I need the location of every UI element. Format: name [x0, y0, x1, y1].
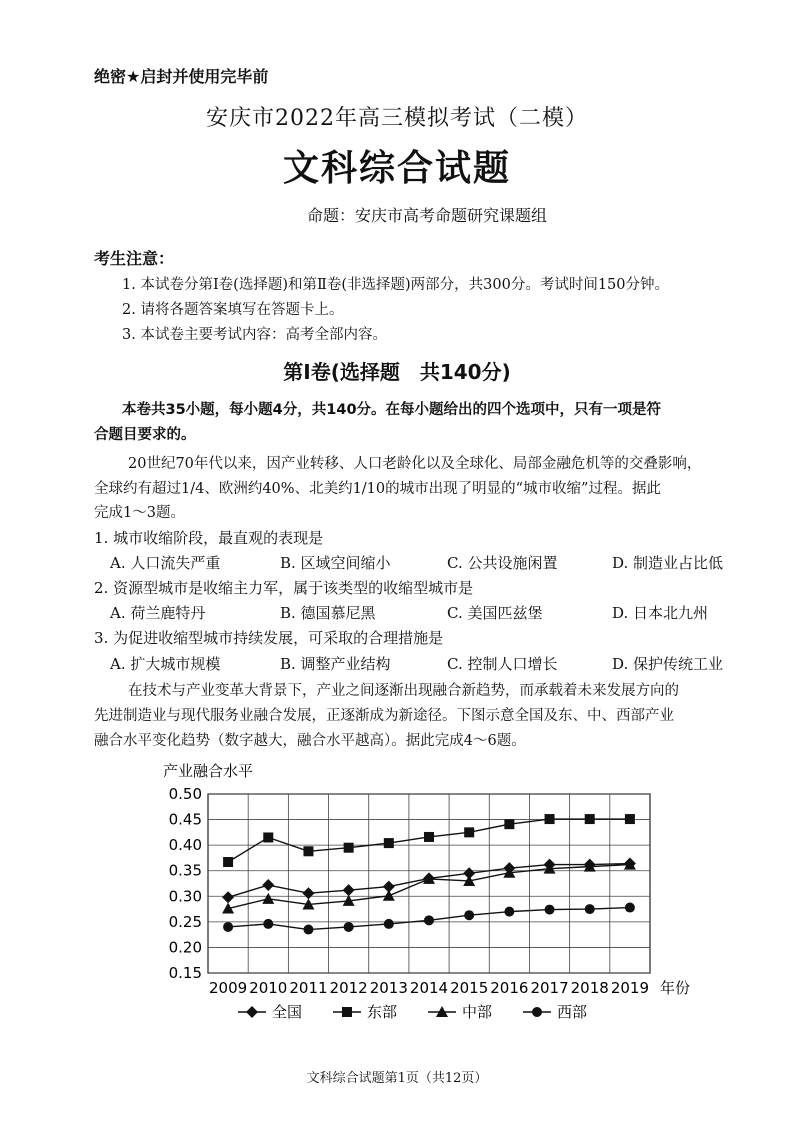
x-tick-label: 2019 [610, 979, 650, 997]
x-tick-label: 2016 [490, 979, 529, 997]
y-tick-label: 0.45 [168, 810, 202, 829]
question-option: C. 美国匹兹堡 [447, 604, 543, 622]
notice-heading: 考生注意： [94, 249, 175, 268]
legend-label: 中部 [462, 1003, 493, 1021]
question-option: A. 荷兰鹿特丹 [110, 604, 206, 622]
question-option: B. 区域空间缩小 [280, 554, 391, 572]
notice-item: 2. 请将各题答案填写在答题卡上。 [122, 302, 344, 318]
y-tick-label: 0.35 [168, 861, 202, 880]
data-point [545, 814, 555, 824]
x-tick-label: 2012 [329, 979, 368, 997]
series-triangle [222, 859, 636, 914]
exam-author: 命题：安庆市高考命题研究课题组 [306, 206, 547, 225]
data-point [263, 832, 273, 842]
data-point [383, 890, 395, 901]
subject-title: 文科综合试题 [282, 148, 511, 189]
series-circle [223, 903, 635, 935]
data-point [625, 903, 635, 913]
data-point [585, 814, 595, 824]
question-option: D. 制造业占比低 [612, 554, 724, 572]
data-point [262, 879, 274, 891]
data-point [222, 891, 234, 903]
data-point [303, 846, 313, 856]
data-point [424, 915, 434, 925]
passage-line: 在技术与产业变革大背景下，产业之间逐渐出现融合新趋势，而承载着未来发展方向的 [128, 683, 679, 699]
question-option: A. 人口流失严重 [110, 554, 221, 572]
question-stem: 3. 为促进收缩型城市持续发展，可采取的合理措施是 [94, 629, 444, 647]
data-point [384, 919, 394, 929]
data-point [344, 843, 354, 853]
passage-line: 先进制造业与现代服务业融合发展，正逐渐成为新途径。下图示意全国及东、中、西部产业 [94, 708, 674, 724]
legend-label: 东部 [367, 1003, 398, 1021]
x-tick-label: 2011 [289, 979, 328, 997]
y-tick-label: 0.15 [168, 964, 202, 982]
x-tick-label: 2013 [369, 979, 408, 997]
x-tick-label: 2014 [409, 979, 449, 997]
data-point [223, 922, 233, 932]
chart-legend [238, 1003, 587, 1021]
section-heading: 第Ⅰ卷(选择题 共140分) [283, 360, 511, 384]
passage-line: 全球约有超过1/4、欧洲约40%、北美约1/10的城市出现了明显的“城市收缩”过程。据此 [94, 481, 661, 497]
legend-marker [342, 1007, 352, 1017]
question-stem: 1. 城市收缩阶段，最直观的表现是 [94, 529, 324, 547]
question-option: D. 日本北九州 [612, 604, 709, 622]
x-tick-label: 2015 [450, 979, 489, 997]
data-point [262, 893, 274, 904]
question-option: B. 调整产业结构 [280, 655, 391, 673]
passage-line: 融合水平变化趋势（数字越大，融合水平越高）。据此完成4～6题。 [94, 733, 526, 749]
confidential-mark: 绝密★启封并使用完毕前 [94, 67, 269, 86]
data-point [464, 910, 474, 920]
data-point [464, 827, 474, 837]
series-square [223, 814, 635, 867]
data-point [223, 857, 233, 867]
question-stem: 2. 资源型城市是收缩主力军，属于该类型的收缩型城市是 [94, 579, 474, 597]
data-point [545, 905, 555, 915]
legend-label: 全国 [272, 1003, 303, 1021]
data-point [625, 814, 635, 824]
notice-item: 3. 本试卷主要考试内容：高考全部内容。 [122, 327, 387, 343]
y-tick-label: 0.50 [168, 785, 202, 803]
y-tick-label: 0.40 [168, 836, 202, 855]
exam-title: 安庆市2022年高三模拟考试（二模） [206, 106, 588, 131]
chart-x-axis-label: 年份 [660, 979, 691, 997]
data-point [343, 884, 355, 896]
data-point [384, 838, 394, 848]
data-point [302, 887, 314, 899]
passage-line: 20世纪70年代以来，因产业转移、人口老龄化以及全球化、局部金融危机等的交叠影响， [128, 456, 702, 472]
question-option: C. 公共设施闲置 [447, 554, 558, 572]
question-option: A. 扩大城市规模 [110, 655, 221, 673]
y-tick-label: 0.30 [168, 887, 202, 906]
passage-line: 完成1～3题。 [94, 505, 185, 521]
x-tick-label: 2017 [530, 979, 569, 997]
x-tick-label: 2018 [570, 979, 609, 997]
question-option: C. 控制人口增长 [447, 655, 558, 673]
section-instructions: 本卷共35小题，每小题4分，共140分。在每小题给出的四个选项中，只有一项是符 [122, 402, 662, 418]
data-point [303, 925, 313, 935]
y-tick-label: 0.25 [168, 912, 202, 931]
question-option: D. 保护传统工业 [612, 655, 724, 673]
legend-label: 西部 [557, 1003, 588, 1021]
data-point [424, 832, 434, 842]
data-point [585, 904, 595, 914]
chart-y-axis-label: 产业融合水平 [163, 762, 254, 780]
notice-item: 1. 本试卷分第Ⅰ卷(选择题)和第Ⅱ卷(非选择题)两部分，共300分。考试时间150分钟。 [122, 277, 670, 293]
data-point [504, 907, 514, 917]
legend-marker [532, 1007, 542, 1017]
question-option: B. 德国慕尼黑 [280, 604, 376, 622]
y-tick-label: 0.20 [168, 938, 202, 957]
chart-series [222, 814, 636, 934]
page-footer: 文科综合试题第1页（共12页） [306, 1071, 488, 1086]
section-instructions-cont: 合题目要求的。 [94, 427, 196, 443]
data-point [344, 922, 354, 932]
data-point [263, 919, 273, 929]
data-point [504, 819, 514, 829]
x-tick-label: 2010 [249, 979, 288, 997]
legend-marker [246, 1006, 258, 1018]
x-tick-label: 2009 [208, 979, 248, 997]
